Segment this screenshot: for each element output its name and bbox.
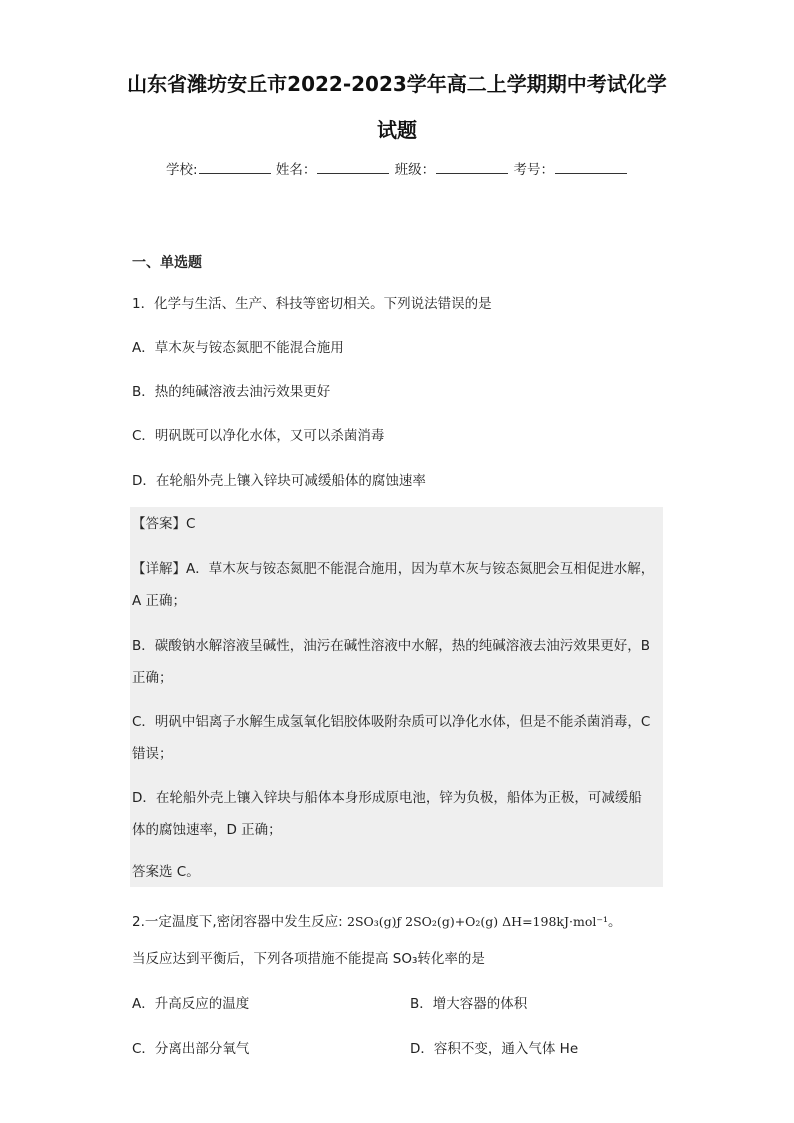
question-2-stem xyxy=(132,913,621,931)
class-blank xyxy=(436,159,508,174)
class-label: 班级： xyxy=(394,162,436,178)
detail-line: C．明矾中铝离子水解生成氢氧化铝胶体吸附杂质可以净化水体，但是不能杀菌消毒，C xyxy=(132,714,651,730)
answer-line: 【答案】C xyxy=(132,516,196,532)
question-1-stem: 1．化学与生活、生产、科技等密切相关。下列说法错误的是 xyxy=(132,296,492,312)
question-1-option-d: D．在轮船外壳上镶入锌块可减缓船体的腐蚀速率 xyxy=(132,473,426,489)
detail-line: D．在轮船外壳上镶入锌块与船体本身形成原电池，锌为负极，船体为正极，可减缓船 xyxy=(132,790,642,806)
section-heading: 一、单选题 xyxy=(132,255,202,271)
school-label: 学校: xyxy=(166,162,198,178)
question-2-option-b: B．增大容器的体积 xyxy=(410,996,528,1012)
question-2-option-d: D．容积不变，通入气体 He xyxy=(410,1041,579,1057)
question-2-stem-line2: 当反应达到平衡后，下列各项措施不能提高 SO₃转化率的是 xyxy=(132,951,485,967)
question-2-option-a: A．升高反应的温度 xyxy=(132,996,250,1012)
number-label: 考号： xyxy=(513,162,554,178)
question-1-option-b: B．热的纯碱溶液去油污效果更好 xyxy=(132,384,331,400)
detail-line: 【详解】A．草木灰与铵态氮肥不能混合施用，因为草木灰与铵态氮肥会互相促进水解， xyxy=(132,561,655,577)
question-1-option-a: A．草木灰与铵态氮肥不能混合施用 xyxy=(132,340,344,356)
name-label: 姓名： xyxy=(275,162,317,178)
name-blank xyxy=(317,159,389,174)
detail-conclusion: 答案选 C。 xyxy=(132,864,200,880)
detail-line: 体的腐蚀速率，D 正确； xyxy=(132,822,282,838)
question-2-prefix: 2.一定温度下,密闭容器中发生反应: xyxy=(132,914,343,930)
exam-title-line2: 试题 xyxy=(377,118,417,142)
exam-title-line1: 山东省潍坊安丘市2022-2023学年高二上学期期中考试化学 xyxy=(127,72,667,96)
question-2-suffix: 。 xyxy=(607,914,622,930)
number-blank xyxy=(555,159,627,174)
detail-line: B．碳酸钠水解溶液呈碱性，油污在碱性溶液中水解，热的纯碱溶液去油污效果更好，B xyxy=(132,638,651,654)
question-2-option-c: C．分离出部分氧气 xyxy=(132,1041,250,1057)
school-blank xyxy=(199,159,271,174)
reaction-equation: 2SO₃(g)ƒ 2SO₂(g)+O₂(g) ΔH=198kJ·mol⁻¹ xyxy=(347,914,608,929)
question-1-option-c: C．明矾既可以净化水体，又可以杀菌消毒 xyxy=(132,428,385,444)
detail-line: 错误； xyxy=(132,746,173,762)
detail-line: 正确； xyxy=(132,670,173,686)
detail-line: A 正确； xyxy=(132,593,187,609)
student-info-row xyxy=(0,158,794,178)
